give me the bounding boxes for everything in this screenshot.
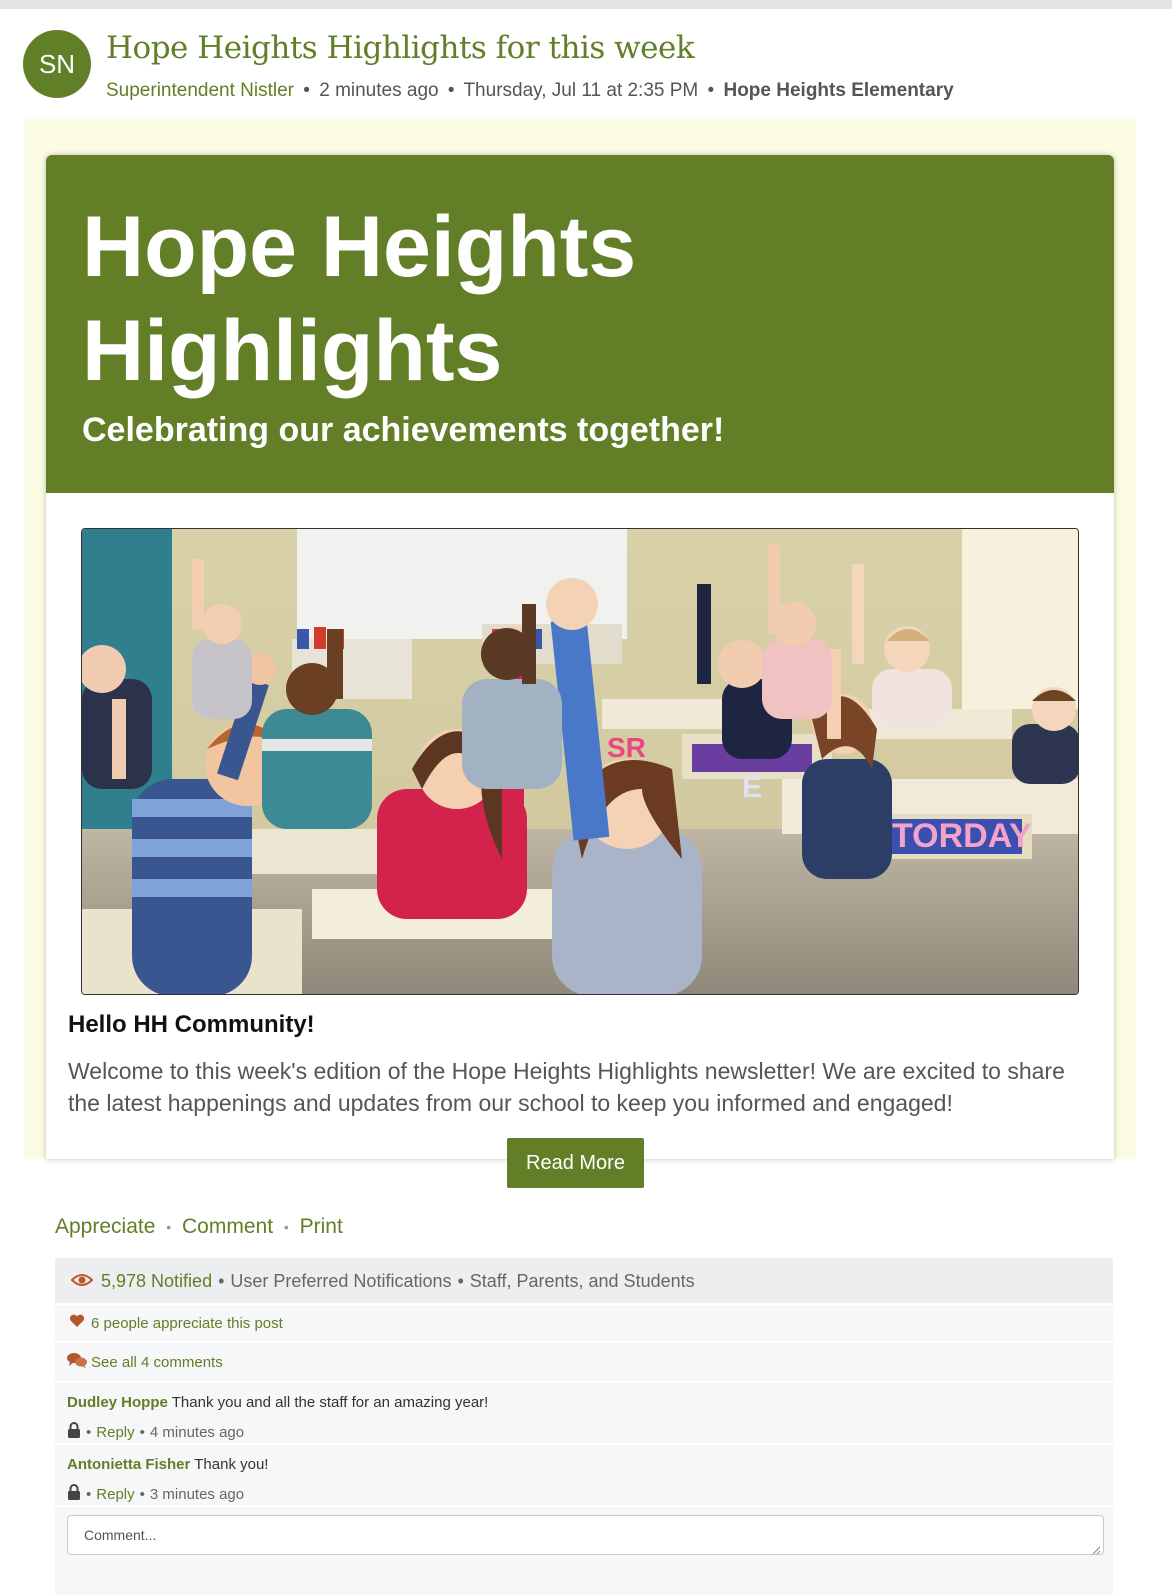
comment-placeholder: Comment... — [84, 1527, 157, 1543]
comment-link[interactable]: Comment — [182, 1215, 274, 1238]
action-separator: • — [166, 1219, 172, 1236]
top-bar — [0, 0, 1172, 9]
comment-separator: • — [86, 1485, 92, 1503]
svg-text:E: E — [742, 771, 763, 804]
greeting-heading: Hello HH Community! — [68, 1011, 315, 1038]
banner-title: Hope Heights Highlights — [82, 199, 637, 399]
comment-time: 4 minutes ago — [149, 1423, 245, 1441]
comment-meta — [67, 1484, 244, 1504]
lock-icon — [67, 1484, 81, 1504]
post-actions — [55, 1215, 343, 1239]
notified-row — [55, 1258, 1113, 1304]
audience: Staff, Parents, and Students — [469, 1270, 695, 1291]
see-comments-row[interactable] — [55, 1344, 1113, 1380]
stats-separator: • — [218, 1270, 225, 1291]
classroom-photo-illustration — [82, 529, 1079, 995]
comments-icon — [67, 1352, 87, 1372]
meta-separator: • — [707, 80, 715, 101]
relative-time: 2 minutes ago — [319, 80, 439, 101]
comment-text: Thank you and all the staff for an amazing year! — [171, 1394, 489, 1411]
comment-separator: • — [139, 1423, 145, 1441]
banner-subtitle: Celebrating our achievements together! — [82, 411, 725, 449]
comment-separator: • — [139, 1485, 145, 1503]
newsletter-banner — [46, 155, 1114, 493]
classroom-photo — [81, 528, 1079, 995]
meta-separator: • — [447, 80, 455, 101]
appreciations-text: 6 people appreciate this post — [91, 1314, 283, 1332]
appreciate-link[interactable]: Appreciate — [55, 1215, 156, 1238]
stats-separator: • — [457, 1270, 464, 1291]
row-divider — [55, 1505, 1113, 1507]
appreciations-row[interactable] — [55, 1305, 1113, 1341]
lock-icon — [67, 1422, 81, 1442]
comment-time: 3 minutes ago — [149, 1485, 245, 1503]
row-divider — [55, 1443, 1113, 1445]
newsletter-body: Welcome to this week's edition of the Hope Heights Highlights newsletter! We are excited to share the latest happenings and updates from our school to keep you informed and engaged! — [68, 1058, 1065, 1116]
comment-text: Thank you! — [194, 1456, 269, 1473]
heart-icon — [69, 1314, 85, 1332]
read-more-button[interactable]: Read More — [507, 1138, 644, 1188]
author-link[interactable]: Superintendent Nistler — [106, 80, 294, 101]
row-divider — [55, 1341, 1113, 1343]
comment-separator: • — [86, 1423, 92, 1441]
print-link[interactable]: Print — [299, 1215, 343, 1238]
avatar[interactable] — [23, 30, 91, 98]
eye-icon — [71, 1271, 93, 1292]
svg-text:TORDAY: TORDAY — [892, 817, 1032, 855]
comment-meta — [67, 1422, 244, 1442]
reply-link[interactable]: Reply — [96, 1423, 135, 1441]
newsletter-card — [46, 155, 1114, 1159]
row-divider — [55, 1381, 1113, 1383]
post-meta — [106, 80, 954, 102]
comment-input[interactable] — [67, 1515, 1104, 1555]
meta-separator: • — [303, 80, 310, 101]
reply-link[interactable]: Reply — [96, 1485, 135, 1503]
post-title[interactable]: Hope Heights Highlights for this week — [106, 30, 695, 66]
action-separator: • — [283, 1219, 289, 1236]
comment-author[interactable]: Antonietta Fisher — [67, 1456, 191, 1473]
comment-item — [67, 1394, 488, 1411]
post-datetime: Thursday, Jul 11 at 2:35 PM — [463, 80, 699, 101]
see-comments-link[interactable]: See all 4 comments — [91, 1353, 223, 1371]
notification-mode: User Preferred Notifications — [230, 1270, 452, 1291]
notified-count[interactable]: 5,978 Notified — [101, 1270, 213, 1291]
comment-item — [67, 1456, 268, 1473]
resize-handle-icon[interactable] — [1091, 1542, 1101, 1552]
svg-text:SR: SR — [607, 732, 646, 763]
avatar-initials: SN — [38, 48, 76, 79]
comment-author[interactable]: Dudley Hoppe — [67, 1394, 168, 1411]
school-name[interactable]: Hope Heights Elementary — [723, 80, 954, 101]
